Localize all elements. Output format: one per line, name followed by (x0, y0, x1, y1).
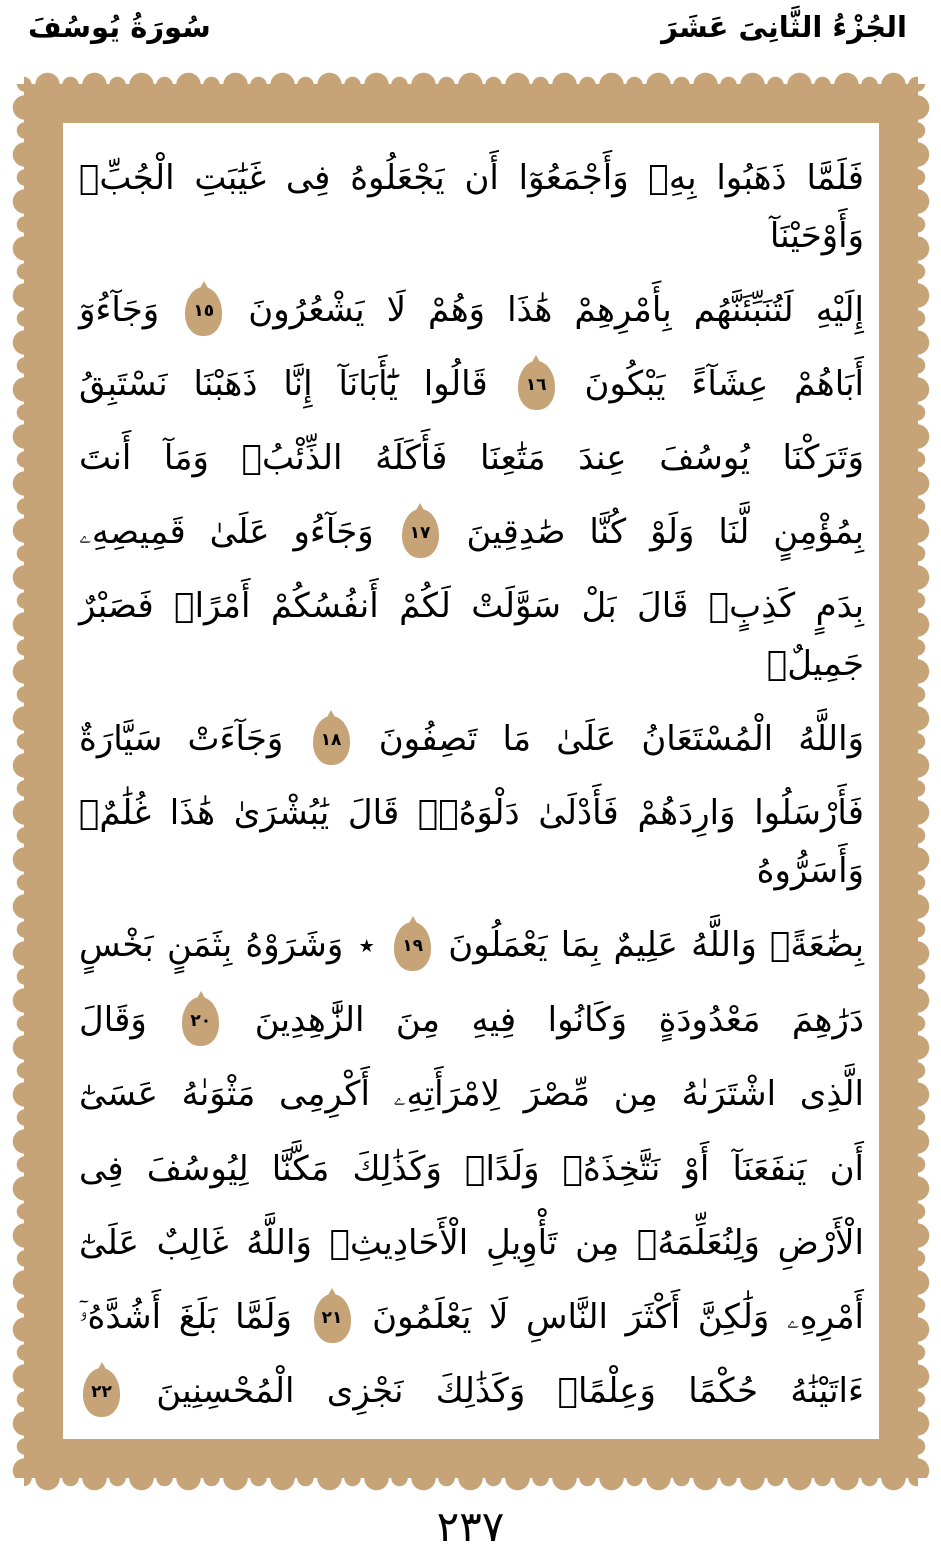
quran-line (79, 1362, 864, 1420)
ayah-number: ٢٢ (91, 1381, 112, 1402)
ayah-text: بِضَٰعَةًۚ وَاللَّهُ عَلِيمٌ بِمَا يَعْمَلُونَ (448, 924, 864, 965)
ayah-text: أَبَاهُمْ عِشَآءً يَبْكُونَ (584, 364, 864, 405)
quran-line (79, 281, 864, 339)
ayah-number: ٢٠ (190, 1011, 212, 1032)
quran-line (79, 1214, 864, 1272)
ayah-text: وَاللَّهُ الْمُسْتَعَانُ عَلَىٰ مَا تَصِفُونَ (378, 718, 865, 759)
quran-line (79, 1065, 864, 1123)
ayah-end-marker-icon (182, 997, 219, 1046)
ayah-end-marker-icon (313, 716, 350, 765)
surah-label: سُورَةُ يُوسُفَ (28, 10, 211, 44)
rub-el-hizb-icon: ٭ (358, 928, 375, 964)
ayah-text: وَجَآءُو عَلَىٰ قَمِيصِهِۦ (79, 512, 374, 553)
juz-label: الجُزْءُ الثَّانِىَ عَشَرَ (661, 10, 907, 44)
ayah-text: ءَاتَيْنَٰهُ حُكْمًا وَعِلْمًاۚ وَكَذَٰلِكَ نَجْزِى الْمُحْسِنِينَ (156, 1370, 864, 1411)
ayah-text: دَرَٰهِمَ مَعْدُودَةٍ وَكَانُوا فِيهِ مِنَ الزَّٰهِدِينَ (254, 1000, 865, 1041)
ayah-number: ١٦ (525, 375, 547, 396)
ayah-text: وَلَمَّا بَلَغَ أَشُدَّهُۥٓ (79, 1296, 292, 1337)
ayah-text: قَالُوا يَٰٓأَبَانَآ إِنَّا ذَهَبْنَا نَسْتَبِقُ (79, 364, 488, 405)
ayah-text: وَقَالَ (79, 1000, 147, 1041)
ayah-text: بِمُؤْمِنٍ لَّنَا وَلَوْ كُنَّا صَٰدِقِينَ (466, 512, 864, 553)
border-scallop-top (24, 61, 918, 85)
ayah-number: ١٩ (402, 935, 423, 956)
quran-line (79, 1288, 864, 1346)
quran-line (79, 916, 864, 976)
quran-line (79, 429, 864, 487)
ayah-text: وَجَآءَتْ سَيَّارَةٌ (79, 718, 284, 759)
ayah-end-marker-icon (314, 1294, 351, 1343)
ayah-text: وَشَرَوْهُ بِثَمَنٍ بَخْسٍ (79, 924, 344, 965)
page-number: ٢٣٧ (436, 1502, 505, 1551)
ayah-text: وَتَرَكْنَا يُوسُفَ عِندَ مَتَٰعِنَا فَأَكَلَهُ الذِّئْبُۖ وَمَآ أَنتَ (79, 438, 864, 479)
ayah-number: ١٥ (193, 301, 215, 322)
running-head (0, 4, 941, 62)
quran-line (79, 503, 864, 561)
border-scallop-right (917, 84, 940, 1478)
ayah-number: ٢١ (321, 1307, 343, 1328)
ayah-end-marker-icon (83, 1368, 120, 1417)
ayah-number: ١٧ (409, 523, 431, 544)
quran-line (79, 149, 864, 265)
border-scallop-left (1, 84, 25, 1478)
quran-line (79, 710, 864, 768)
ayah-end-marker-icon (402, 509, 439, 558)
ayah-end-marker-icon (518, 361, 555, 410)
quran-line (79, 577, 864, 693)
ayah-text: الْأَرْضِ وَلِنُعَلِّمَهُۥ مِن تَأْوِيلِ الْأَحَادِيثِۚ وَاللَّهُ غَالِبٌ عَلَىٰٓ (79, 1222, 864, 1263)
ayah-text: وَجَآءُوٓ (79, 290, 160, 331)
ayah-text: فَأَرْسَلُوا وَارِدَهُمْ فَأَدْلَىٰ دَلْوَهُۥۖ قَالَ يَٰبُشْرَىٰ هَٰذَا غُلَٰمٌۚ وَأَسَرُّوهُ (79, 792, 864, 891)
ayah-text: فَلَمَّا ذَهَبُوا بِهِۦ وَأَجْمَعُوٓا أَن يَجْعَلُوهُ فِى غَيَٰبَتِ الْجُبِّۚ وَأَوْحَيْنَآ (79, 158, 864, 256)
quran-line (79, 784, 864, 900)
border-scallop-bottom (24, 1478, 918, 1502)
ayah-text: أَمْرِهِۦ وَلَٰكِنَّ أَكْثَرَ النَّاسِ لَا يَعْلَمُونَ (372, 1296, 864, 1337)
quran-lines (63, 123, 880, 1440)
quran-line (79, 991, 864, 1049)
ayah-text: إِلَيْهِ لَتُنَبِّئَنَّهُم بِأَمْرِهِمْ هَٰذَا وَهُمْ لَا يَشْعُرُونَ (248, 290, 864, 331)
quran-line (79, 1140, 864, 1198)
ayah-text: بِدَمٍ كَذِبٍۚ قَالَ بَلْ سَوَّلَتْ لَكُمْ أَنفُسُكُمْ أَمْرًاۖ فَصَبْرٌ جَمِيلٌۖ (79, 586, 864, 685)
ayah-number: ١٨ (320, 729, 342, 750)
quran-line (79, 355, 864, 413)
ayah-text: أَن يَنفَعَنَآ أَوْ نَتَّخِذَهُۥ وَلَدًاۚ وَكَذَٰلِكَ مَكَّنَّا لِيُوسُفَ فِى (79, 1148, 864, 1189)
ayah-end-marker-icon (185, 287, 222, 336)
ayah-end-marker-icon (394, 922, 431, 971)
ayah-text: الَّذِى اشْتَرَىٰهُ مِن مِّصْرَ لِامْرَأَتِهِۦ أَكْرِمِى مَثْوَىٰهُ عَسَىٰٓ (79, 1074, 864, 1115)
